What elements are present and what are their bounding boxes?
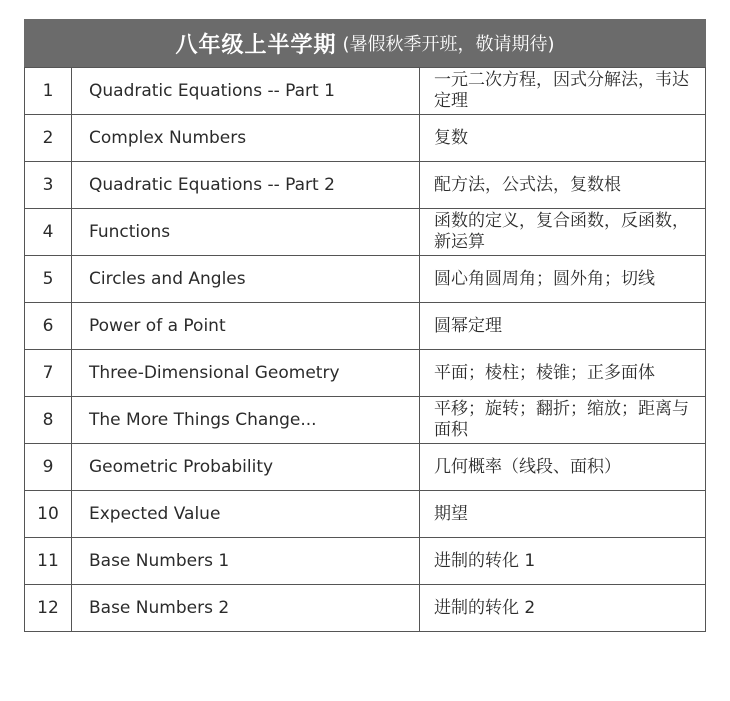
table-row xyxy=(25,115,706,162)
table-row xyxy=(25,585,706,632)
lesson-content: 进制的转化 1 xyxy=(420,538,706,585)
lesson-content: 函数的定义，复合函数，反函数，新运算 xyxy=(420,209,706,256)
lesson-content: 期望 xyxy=(420,491,706,538)
lesson-topic: Geometric Probability xyxy=(72,444,420,491)
table-row xyxy=(25,256,706,303)
lesson-topic: Circles and Angles xyxy=(72,256,420,303)
lesson-topic: Functions xyxy=(72,209,420,256)
lesson-content: 平移；旋转；翻折；缩放；距离与面积 xyxy=(420,397,706,444)
course-schedule xyxy=(24,19,706,632)
lesson-topic: Quadratic Equations -- Part 1 xyxy=(72,68,420,115)
table-row xyxy=(25,538,706,585)
lesson-content: 复数 xyxy=(420,115,706,162)
table-row xyxy=(25,162,706,209)
lesson-content: 一元二次方程，因式分解法，韦达定理 xyxy=(420,68,706,115)
lesson-content: 几何概率（线段、面积） xyxy=(420,444,706,491)
lesson-topic: Power of a Point xyxy=(72,303,420,350)
lesson-content: 圆心角圆周角；圆外角；切线 xyxy=(420,256,706,303)
course-table xyxy=(24,67,706,632)
lesson-topic: Base Numbers 2 xyxy=(72,585,420,632)
lesson-content: 圆幂定理 xyxy=(420,303,706,350)
lesson-number: 12 xyxy=(25,585,72,632)
lesson-topic: Quadratic Equations -- Part 2 xyxy=(72,162,420,209)
lesson-number: 5 xyxy=(25,256,72,303)
lesson-number: 1 xyxy=(25,68,72,115)
lesson-topic: Three-Dimensional Geometry xyxy=(72,350,420,397)
lesson-number: 10 xyxy=(25,491,72,538)
course-table-body xyxy=(25,68,706,632)
table-row xyxy=(25,68,706,115)
lesson-number: 6 xyxy=(25,303,72,350)
table-row xyxy=(25,303,706,350)
table-row xyxy=(25,350,706,397)
lesson-topic: Expected Value xyxy=(72,491,420,538)
lesson-number: 4 xyxy=(25,209,72,256)
table-row xyxy=(25,444,706,491)
semester-subtitle: (暑假秋季开班，敬请期待) xyxy=(342,34,555,55)
lesson-content: 进制的转化 2 xyxy=(420,585,706,632)
lesson-topic: The More Things Change... xyxy=(72,397,420,444)
lesson-number: 9 xyxy=(25,444,72,491)
lesson-number: 2 xyxy=(25,115,72,162)
table-row xyxy=(25,209,706,256)
lesson-number: 3 xyxy=(25,162,72,209)
schedule-header xyxy=(24,19,706,67)
table-row xyxy=(25,397,706,444)
lesson-topic: Complex Numbers xyxy=(72,115,420,162)
lesson-content: 配方法，公式法，复数根 xyxy=(420,162,706,209)
lesson-number: 8 xyxy=(25,397,72,444)
lesson-topic: Base Numbers 1 xyxy=(72,538,420,585)
table-row xyxy=(25,491,706,538)
lesson-content: 平面；棱柱；棱锥；正多面体 xyxy=(420,350,706,397)
lesson-number: 11 xyxy=(25,538,72,585)
semester-title: 八年级上半学期 xyxy=(175,32,337,58)
lesson-number: 7 xyxy=(25,350,72,397)
